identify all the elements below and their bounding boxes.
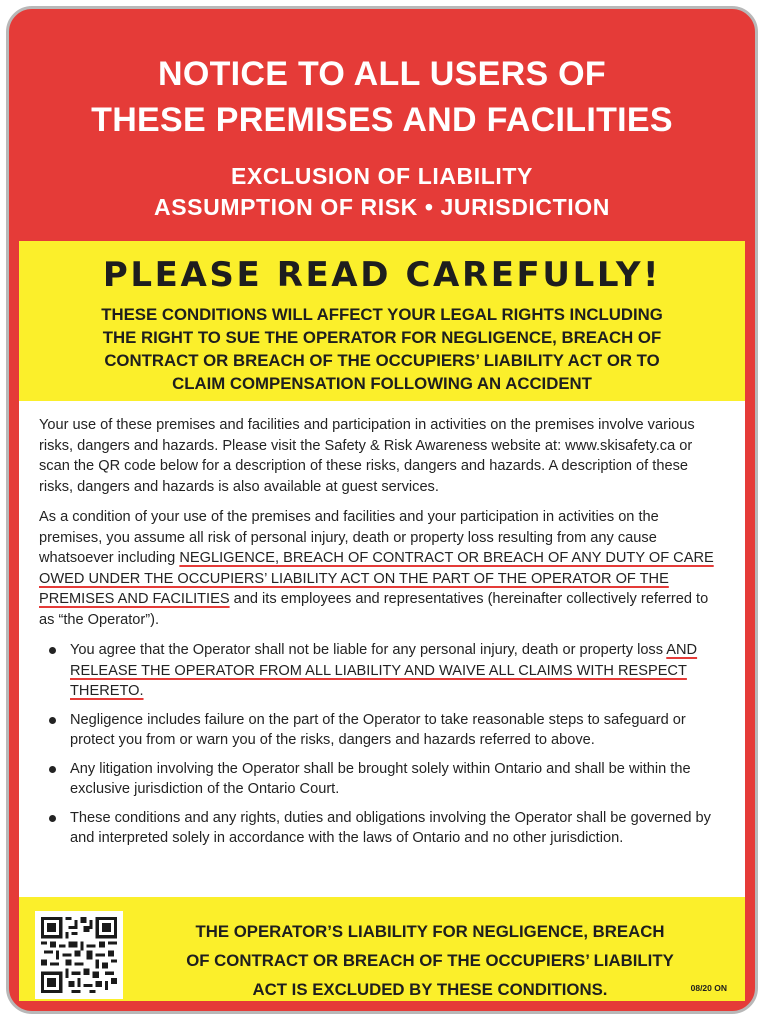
sign-title	[19, 19, 745, 143]
qr-code-graphic	[41, 917, 117, 993]
title-line: THESE PREMISES AND FACILITIES	[91, 101, 673, 139]
list-item	[39, 759, 725, 800]
paragraph-text: As a condition of your use of the premises and facilities and your participation in activities on the premises, you assume all risk of personal injury, death or property loss resulting from any cause whatsoever including	[39, 509, 659, 566]
assumption-paragraph	[39, 507, 725, 630]
qr-code-icon[interactable]	[35, 911, 123, 999]
sign-code: 08/20 ON	[690, 983, 727, 993]
underlined-text: NEGLIGENCE, BREACH OF CONTRACT OR BREACH OF ANY DUTY OF CARE OWED UNDER THE OCCUPIERS’ LIABILITY ACT ON THE PART OF THE OPERATOR OF THE PREMISES AND FACILITIES	[39, 550, 714, 607]
header-section	[19, 19, 745, 241]
warning-text	[37, 303, 727, 395]
footer-line: THE OPERATOR’S LIABILITY FOR NEGLIGENCE, BREACH	[195, 922, 665, 941]
underlined-text: AND RELEASE THE OPERATOR FROM ALL LIABILITY AND WAIVE ALL CLAIMS WITH RESPECT THERETO.	[70, 642, 698, 699]
bullet-text: Negligence includes failure on the part of the Operator to take reasonable steps to safeguard or protect you from or warn you of the risks, dangers and hazards referred to above.	[70, 711, 686, 748]
paragraph-text: and its employees and representatives (hereinafter collectively referred to as “the Operator”).	[39, 591, 709, 628]
title-line: NOTICE TO ALL USERS OF	[157, 55, 606, 93]
bullet-text: You agree that the Operator shall not be liable for any personal injury, death or property loss	[70, 642, 667, 658]
sign-subtitle	[19, 161, 745, 223]
bullet-dot-icon	[49, 647, 56, 654]
bullet-dot-icon	[49, 815, 56, 822]
warning-line: THESE CONDITIONS WILL AFFECT YOUR LEGAL RIGHTS INCLUDING	[101, 305, 663, 324]
footer-statement	[137, 917, 723, 1004]
list-item	[39, 640, 725, 702]
footer-section	[19, 897, 745, 1001]
footer-line: OF CONTRACT OR BREACH OF THE OCCUPIERS’ LIABILITY	[186, 951, 674, 970]
terms-body	[19, 401, 745, 897]
subtitle-line: ASSUMPTION OF RISK • JURISDICTION	[154, 194, 610, 220]
subtitle-line: EXCLUSION OF LIABILITY	[231, 163, 533, 189]
bullet-dot-icon	[49, 717, 56, 724]
bullet-dot-icon	[49, 766, 56, 773]
list-item	[39, 710, 725, 751]
sign-panel	[19, 19, 745, 1001]
bullet-text: Any litigation involving the Operator shall be brought solely within Ontario and shall be within the exclusive jurisdiction of the Ontario Court.	[70, 760, 691, 797]
footer-line: ACT IS EXCLUDED BY THESE CONDITIONS.	[252, 980, 608, 999]
warning-line: CLAIM COMPENSATION FOLLOWING AN ACCIDENT	[172, 374, 592, 393]
conditions-list	[39, 640, 725, 849]
warning-line: THE RIGHT TO SUE THE OPERATOR FOR NEGLIGENCE, BREACH OF	[102, 328, 662, 347]
bullet-text: These conditions and any rights, duties and obligations involving the Operator shall be governed by and interpreted solely in accordance with the laws of Ontario and no other jurisdiction.	[70, 809, 711, 846]
warning-heading: PLEASE READ CAREFULLY!	[102, 255, 662, 295]
warning-line: CONTRACT OR BREACH OF THE OCCUPIERS’ LIABILITY ACT OR TO	[104, 351, 660, 370]
warning-section	[19, 241, 745, 401]
intro-paragraph: Your use of these premises and facilities and participation in activities on the premises involve various risks, dangers and hazards. Please visit the Safety & Risk Awareness website at: www.skisafety.ca or scan the QR code below for a description of these risks, dangers and hazards. A description of these risks, dangers and hazards is also available at guest services.	[39, 417, 695, 495]
list-item	[39, 808, 725, 849]
notice-sign	[6, 6, 758, 1014]
